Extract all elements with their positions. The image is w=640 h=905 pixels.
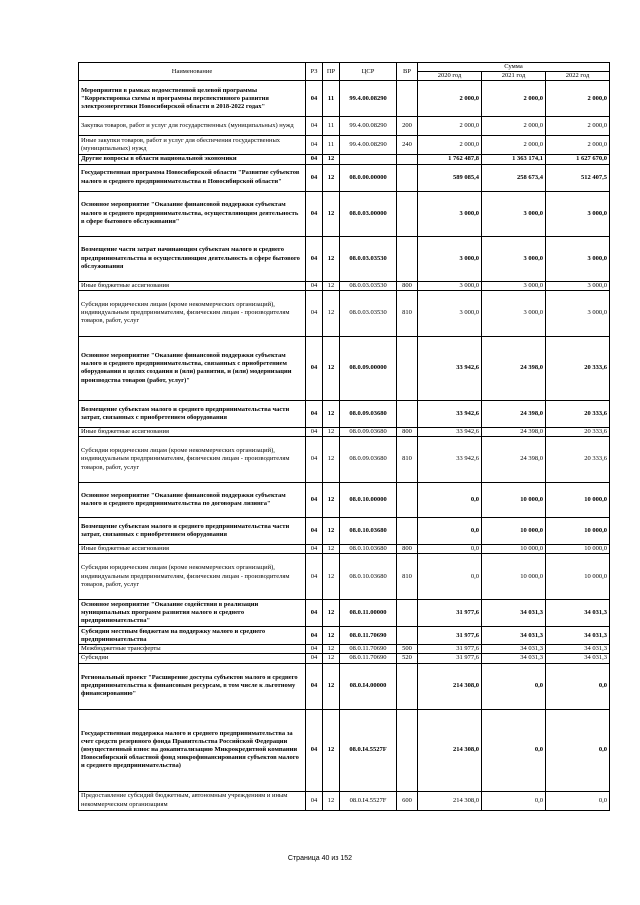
cell-2022: 20 333,6 [546, 437, 610, 483]
table-row [79, 645, 610, 654]
cell-2021: 0,0 [482, 663, 546, 709]
cell-2021: 34 031,3 [482, 600, 546, 627]
cell-2021: 10 000,0 [482, 545, 546, 554]
cell-2020: 33 942,6 [418, 336, 482, 400]
cell-csr: 08.0.10.03680 [340, 545, 397, 554]
cell-rz: 04 [306, 236, 323, 281]
cell-csr: 08.0.09.03680 [340, 427, 397, 436]
cell-rz: 04 [306, 136, 323, 155]
header-pr: ПР [323, 63, 340, 81]
cell-name: Возмещение части затрат начинающим субъектам малого и среднего предпринимательства и осуществляющим деятельность в сфере бытового обслуживания [79, 236, 306, 281]
table-row [79, 117, 610, 136]
cell-2020: 214 308,0 [418, 709, 482, 791]
cell-2021: 3 000,0 [482, 290, 546, 336]
table-row [79, 281, 610, 290]
cell-name: Субсидии юридическим лицам (кроме некоммерческих организаций), индивидуальным предпринимателям, физическим лицам - производителям товаров, работ, услуг [79, 437, 306, 483]
cell-name: Основное мероприятие "Оказание содействия в реализации муниципальных программ развития малого и среднего предпринимательства" [79, 600, 306, 627]
cell-vr [397, 336, 418, 400]
page-footer: Страница 40 из 152 [287, 855, 353, 862]
cell-name: Межбюджетные трансферты [79, 645, 306, 654]
header-sum: Сумма [418, 63, 610, 72]
table-row [79, 518, 610, 545]
cell-2022: 3 000,0 [546, 281, 610, 290]
cell-vr [397, 81, 418, 117]
header-csr: ЦСР [340, 63, 397, 81]
cell-2020: 2 000,0 [418, 136, 482, 155]
table-body [79, 81, 610, 810]
cell-2022: 10 000,0 [546, 483, 610, 518]
header-row [79, 63, 610, 72]
table-row [79, 554, 610, 600]
cell-csr: 08.0.I4.5527F [340, 791, 397, 810]
table-row [79, 136, 610, 155]
cell-2021: 3 000,0 [482, 281, 546, 290]
cell-csr: 08.0.I4.5527F [340, 709, 397, 791]
cell-2021: 24 398,0 [482, 437, 546, 483]
table-row [79, 236, 610, 281]
cell-2020: 33 942,6 [418, 437, 482, 483]
cell-csr: 08.0.09.03680 [340, 400, 397, 427]
cell-csr: 99.4.00.08290 [340, 136, 397, 155]
cell-vr [397, 483, 418, 518]
cell-pr: 11 [323, 117, 340, 136]
table-row [79, 627, 610, 645]
cell-rz: 04 [306, 164, 323, 191]
cell-2022: 2 000,0 [546, 81, 610, 117]
cell-name: Государственная поддержка малого и среднего предпринимательства за счет средств резервного фонда Правительства Российской Федерации (имущественный взнос на докапитализацию Микрокредитной компании Новосибирский областной фонд микрофинансирования субъектов малого и среднего предпринимательства) [79, 709, 306, 791]
cell-name: Возмещение субъектам малого и среднего предпринимательства части затрат, связанных с приобретением оборудования [79, 400, 306, 427]
table-row [79, 663, 610, 709]
table-row [79, 483, 610, 518]
cell-csr: 08.0.03.03530 [340, 290, 397, 336]
cell-2021: 2 000,0 [482, 117, 546, 136]
cell-rz: 04 [306, 281, 323, 290]
cell-csr: 99.4.00.08290 [340, 117, 397, 136]
cell-2021: 24 398,0 [482, 427, 546, 436]
cell-csr: 08.0.10.03680 [340, 518, 397, 545]
cell-pr: 12 [323, 545, 340, 554]
cell-vr: 800 [397, 281, 418, 290]
cell-2021: 10 000,0 [482, 518, 546, 545]
cell-2022: 2 000,0 [546, 117, 610, 136]
cell-2022: 3 000,0 [546, 191, 610, 236]
cell-rz: 04 [306, 81, 323, 117]
cell-pr: 11 [323, 81, 340, 117]
cell-pr: 12 [323, 627, 340, 645]
cell-2022: 0,0 [546, 791, 610, 810]
cell-2020: 1 762 487,8 [418, 155, 482, 164]
cell-2020: 31 977,6 [418, 627, 482, 645]
cell-pr: 12 [323, 437, 340, 483]
cell-vr: 240 [397, 136, 418, 155]
cell-2020: 31 977,6 [418, 654, 482, 663]
cell-2022: 10 000,0 [546, 554, 610, 600]
cell-vr: 520 [397, 654, 418, 663]
cell-csr: 08.0.00.00000 [340, 164, 397, 191]
cell-2022: 20 333,6 [546, 336, 610, 400]
cell-pr: 12 [323, 290, 340, 336]
cell-name: Иные бюджетные ассигнования [79, 281, 306, 290]
cell-vr [397, 709, 418, 791]
cell-rz: 04 [306, 400, 323, 427]
cell-vr: 500 [397, 645, 418, 654]
table-row [79, 427, 610, 436]
cell-csr: 08.0.10.00000 [340, 483, 397, 518]
cell-2021: 3 000,0 [482, 191, 546, 236]
cell-csr: 08.0.11.70690 [340, 654, 397, 663]
cell-rz: 04 [306, 791, 323, 810]
cell-csr: 08.0.09.00000 [340, 336, 397, 400]
cell-rz: 04 [306, 117, 323, 136]
cell-2021: 24 398,0 [482, 336, 546, 400]
cell-2021: 258 673,4 [482, 164, 546, 191]
cell-vr [397, 627, 418, 645]
table-row [79, 791, 610, 810]
cell-rz: 04 [306, 654, 323, 663]
cell-2021: 34 031,3 [482, 627, 546, 645]
table-row [79, 545, 610, 554]
cell-2020: 2 000,0 [418, 81, 482, 117]
cell-2020: 0,0 [418, 483, 482, 518]
cell-name: Региональный проект "Расширение доступа субъектов малого и среднего предпринимательства к финансовым ресурсам, в том числе к льготному финансированию" [79, 663, 306, 709]
cell-2020: 589 085,4 [418, 164, 482, 191]
cell-pr: 12 [323, 281, 340, 290]
cell-vr: 810 [397, 554, 418, 600]
cell-csr: 08.0.03.00000 [340, 191, 397, 236]
cell-rz: 04 [306, 191, 323, 236]
cell-vr: 200 [397, 117, 418, 136]
cell-2021: 3 000,0 [482, 236, 546, 281]
cell-pr: 12 [323, 518, 340, 545]
cell-vr: 800 [397, 427, 418, 436]
cell-2022: 0,0 [546, 663, 610, 709]
cell-2020: 33 942,6 [418, 400, 482, 427]
cell-2021: 2 000,0 [482, 136, 546, 155]
cell-pr: 12 [323, 164, 340, 191]
cell-name: Основное мероприятие "Оказание финансовой поддержки субъектам малого и среднего предпринимательства по договорам лизинга" [79, 483, 306, 518]
header-year-2021: 2021 год [482, 72, 546, 81]
cell-2020: 2 000,0 [418, 117, 482, 136]
cell-2020: 214 308,0 [418, 791, 482, 810]
cell-2020: 31 977,6 [418, 600, 482, 627]
cell-rz: 04 [306, 518, 323, 545]
cell-2020: 33 942,6 [418, 427, 482, 436]
cell-pr: 12 [323, 654, 340, 663]
cell-rz: 04 [306, 600, 323, 627]
cell-pr: 12 [323, 600, 340, 627]
cell-name: Иные бюджетные ассигнования [79, 427, 306, 436]
cell-pr: 12 [323, 236, 340, 281]
cell-vr [397, 518, 418, 545]
table-row [79, 336, 610, 400]
table-row [79, 600, 610, 627]
cell-pr: 12 [323, 427, 340, 436]
cell-vr [397, 663, 418, 709]
cell-2020: 31 977,6 [418, 645, 482, 654]
cell-2021: 10 000,0 [482, 483, 546, 518]
cell-2022: 3 000,0 [546, 290, 610, 336]
cell-name: Другие вопросы в области национальной экономики [79, 155, 306, 164]
cell-name: Субсидии юридическим лицам (кроме некоммерческих организаций), индивидуальным предпринимателям, физическим лицам - производителям товаров, работ, услуг [79, 554, 306, 600]
cell-csr: 08.0.11.70690 [340, 645, 397, 654]
header-name: Наименование [79, 63, 306, 81]
cell-vr [397, 164, 418, 191]
cell-rz: 04 [306, 663, 323, 709]
cell-rz: 04 [306, 427, 323, 436]
cell-pr: 12 [323, 791, 340, 810]
table-row [79, 709, 610, 791]
cell-rz: 04 [306, 437, 323, 483]
table-row [79, 290, 610, 336]
cell-2020: 3 000,0 [418, 290, 482, 336]
cell-vr: 800 [397, 545, 418, 554]
cell-2022: 20 333,6 [546, 400, 610, 427]
cell-2022: 20 333,6 [546, 427, 610, 436]
cell-2020: 214 308,0 [418, 663, 482, 709]
cell-rz: 04 [306, 155, 323, 164]
cell-pr: 12 [323, 336, 340, 400]
cell-rz: 04 [306, 483, 323, 518]
cell-name: Предоставление субсидий бюджетным, автономным учреждениям и иным некоммерческим организациям [79, 791, 306, 810]
cell-vr: 600 [397, 791, 418, 810]
cell-csr: 99.4.00.08290 [340, 81, 397, 117]
table-row [79, 654, 610, 663]
cell-rz: 04 [306, 709, 323, 791]
table-row [79, 164, 610, 191]
cell-csr: 08.0.11.70690 [340, 627, 397, 645]
cell-pr: 12 [323, 663, 340, 709]
cell-name: Возмещение субъектам малого и среднего предпринимательства части затрат, связанных с приобретением оборудования [79, 518, 306, 545]
table-row [79, 81, 610, 117]
cell-2020: 3 000,0 [418, 236, 482, 281]
cell-vr: 810 [397, 437, 418, 483]
cell-name: Основное мероприятие "Оказание финансовой поддержки субъектам малого и среднего предпринимательства, осуществляющим деятельность в сфере бытового обслуживания" [79, 191, 306, 236]
cell-2021: 0,0 [482, 709, 546, 791]
cell-2021: 34 031,3 [482, 645, 546, 654]
header-year-2022: 2022 год [546, 72, 610, 81]
header-rz: РЗ [306, 63, 323, 81]
cell-2021: 24 398,0 [482, 400, 546, 427]
cell-2022: 34 031,3 [546, 600, 610, 627]
cell-rz: 04 [306, 545, 323, 554]
cell-name: Закупка товаров, работ и услуг для государственных (муниципальных) нужд [79, 117, 306, 136]
cell-csr: 08.0.03.03530 [340, 281, 397, 290]
cell-2021: 10 000,0 [482, 554, 546, 600]
table-row [79, 400, 610, 427]
cell-rz: 04 [306, 554, 323, 600]
cell-name: Мероприятия в рамках ведомственной целевой программы "Корректировка схемы и программы перспективного развития электроэнергетики Новосибирской области в 2018-2022 годах" [79, 81, 306, 117]
cell-pr: 12 [323, 709, 340, 791]
cell-2020: 0,0 [418, 545, 482, 554]
cell-name: Государственная программа Новосибирской области "Развитие субъектов малого и среднего предпринимательства в Новосибирской области" [79, 164, 306, 191]
cell-2021: 1 363 174,1 [482, 155, 546, 164]
header-vr: ВР [397, 63, 418, 81]
cell-csr: 08.0.10.03680 [340, 554, 397, 600]
cell-name: Иные бюджетные ассигнования [79, 545, 306, 554]
cell-rz: 04 [306, 645, 323, 654]
cell-rz: 04 [306, 290, 323, 336]
cell-2021: 2 000,0 [482, 81, 546, 117]
cell-2022: 1 627 670,0 [546, 155, 610, 164]
cell-pr: 11 [323, 136, 340, 155]
cell-name: Иные закупки товаров, работ и услуг для обеспечения государственных (муниципальных) нужд [79, 136, 306, 155]
header-year-2020: 2020 год [418, 72, 482, 81]
cell-2022: 34 031,3 [546, 645, 610, 654]
cell-2022: 2 000,0 [546, 136, 610, 155]
cell-pr: 12 [323, 554, 340, 600]
cell-2022: 10 000,0 [546, 518, 610, 545]
cell-vr [397, 400, 418, 427]
cell-vr [397, 155, 418, 164]
cell-vr: 810 [397, 290, 418, 336]
cell-rz: 04 [306, 336, 323, 400]
table-row [79, 155, 610, 164]
cell-2022: 34 031,3 [546, 627, 610, 645]
cell-2021: 0,0 [482, 791, 546, 810]
cell-csr: 08.0.I4.00000 [340, 663, 397, 709]
cell-2022: 512 407,5 [546, 164, 610, 191]
cell-pr: 12 [323, 645, 340, 654]
cell-vr [397, 600, 418, 627]
table-row [79, 437, 610, 483]
cell-name: Субсидии [79, 654, 306, 663]
cell-csr [340, 155, 397, 164]
cell-csr: 08.0.11.00000 [340, 600, 397, 627]
cell-csr: 08.0.03.03530 [340, 236, 397, 281]
cell-2022: 10 000,0 [546, 545, 610, 554]
cell-2020: 3 000,0 [418, 191, 482, 236]
cell-2022: 3 000,0 [546, 236, 610, 281]
cell-pr: 12 [323, 155, 340, 164]
cell-name: Основное мероприятие "Оказание финансовой поддержки субъектам малого и среднего предпринимательства, связанных с приобретением оборудования в целях создания и (или) развития, и (или) модернизации производства товаров (работ, услуг)" [79, 336, 306, 400]
budget-table [78, 62, 610, 811]
cell-vr [397, 191, 418, 236]
cell-2020: 0,0 [418, 554, 482, 600]
cell-csr: 08.0.09.03680 [340, 437, 397, 483]
cell-rz: 04 [306, 627, 323, 645]
cell-2020: 3 000,0 [418, 281, 482, 290]
table-row [79, 191, 610, 236]
cell-vr [397, 236, 418, 281]
cell-name: Субсидии юридическим лицам (кроме некоммерческих организаций), индивидуальным предпринимателям, физическим лицам - производителям товаров, работ, услуг [79, 290, 306, 336]
cell-2021: 34 031,3 [482, 654, 546, 663]
cell-2022: 34 031,3 [546, 654, 610, 663]
cell-pr: 12 [323, 483, 340, 518]
cell-pr: 12 [323, 191, 340, 236]
cell-2022: 0,0 [546, 709, 610, 791]
cell-pr: 12 [323, 400, 340, 427]
cell-2020: 0,0 [418, 518, 482, 545]
cell-name: Субсидии местным бюджетам на поддержку малого и среднего предпринимательства [79, 627, 306, 645]
